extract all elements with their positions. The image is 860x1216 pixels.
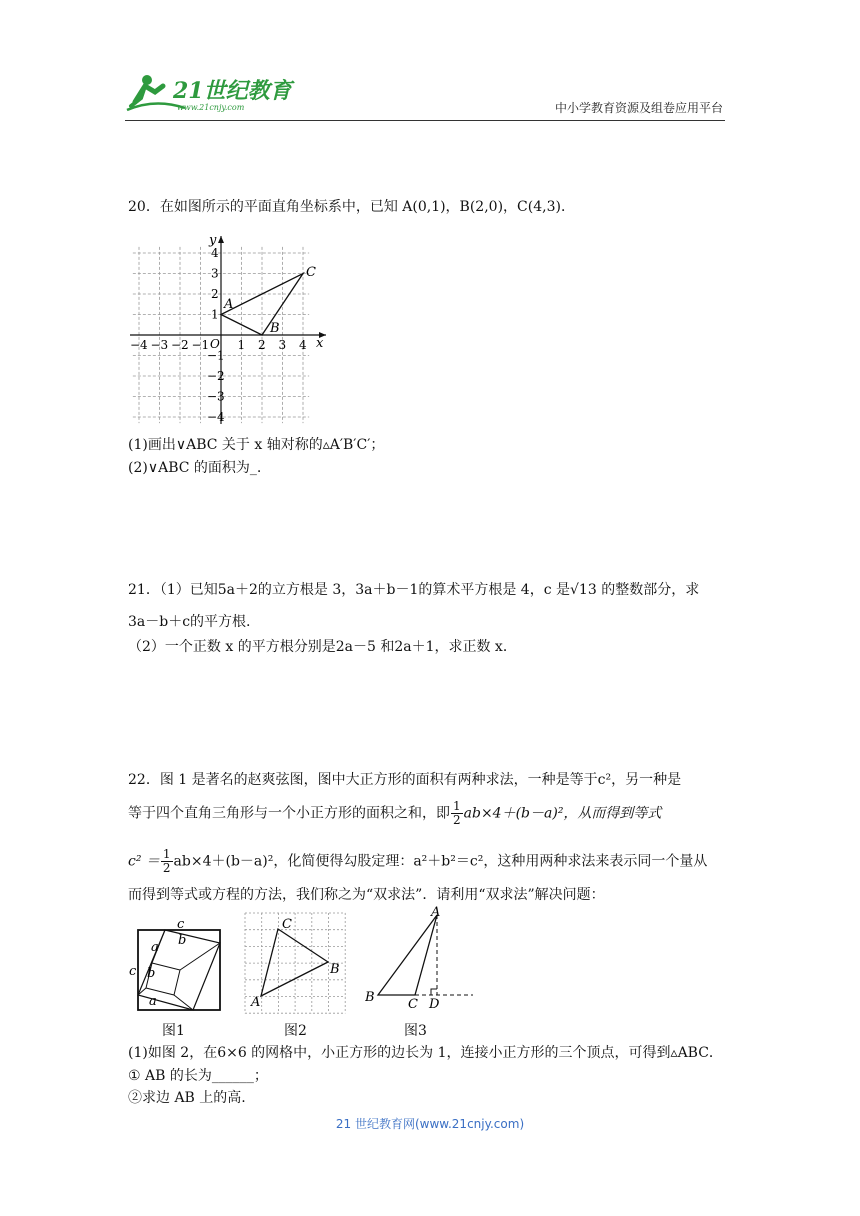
y-tick-label: 2 bbox=[211, 287, 219, 301]
y-tick-label: −2 bbox=[207, 369, 225, 383]
svg-text:B: B bbox=[365, 990, 375, 1005]
logo-url: www.21cnjy.com bbox=[177, 103, 245, 112]
x-tick-label: 4 bbox=[299, 338, 307, 352]
y-tick-label: 3 bbox=[211, 266, 219, 281]
q22-line3-text-a: c² ＝ bbox=[128, 853, 160, 870]
svg-text:a: a bbox=[151, 940, 159, 955]
q22-line4: 而得到等式或方程的方法，我们称之为“双求法”．请利用“双求法”解决问题： bbox=[128, 887, 605, 903]
q22-line1: 22．图 1 是著名的赵爽弦图，图中大正方形的面积有两种求法，一种是等于c²，另一种是 bbox=[128, 772, 682, 788]
origin-label: O bbox=[210, 337, 220, 351]
q22-part1: (1)如图 2，在6×6 的网格中，小正方形的边长为 1，连接小正方形的三个顶点，可得到▵ABC． bbox=[128, 1045, 723, 1061]
x-tick-label: −2 bbox=[171, 338, 189, 352]
page-footer: 21 世纪教育网(www.21cnjy.com) bbox=[335, 1117, 525, 1131]
page-header bbox=[125, 70, 725, 121]
figure-3-triangle-height bbox=[365, 905, 477, 1010]
x-tick-label: 1 bbox=[237, 338, 246, 352]
figure-2-caption: 图2 bbox=[284, 1023, 307, 1039]
figure-1-caption: 图1 bbox=[162, 1023, 185, 1039]
q22-sub1: ① AB 的长为______； bbox=[128, 1068, 268, 1084]
svg-text:A: A bbox=[251, 995, 261, 1010]
fraction-one-half: $\frac{1}{2}$ bbox=[453, 799, 461, 827]
fraction-one-half-2: $\frac{1}{2}$ bbox=[162, 847, 171, 875]
q22-line3-text-b: ab×4＋(b－a)²，化简便得勾股定理：a²＋b²＝c²，这种用两种求法来表示同一个量从 bbox=[173, 853, 708, 870]
q20-stem: 20．在如图所示的平面直角坐标系中，已知 A(0,1)，B(2,0)，C(4,3)． bbox=[128, 199, 575, 215]
figure-2-grid-triangle bbox=[244, 912, 346, 1014]
point-b-label: B bbox=[270, 321, 280, 336]
q20-part1: (1)画出∨ABC 关于 x 轴对称的▵A′B′C′； bbox=[128, 437, 385, 453]
platform-tagline: 中小学教育资源及组卷应用平台 bbox=[554, 101, 723, 115]
x-axis-label: x bbox=[316, 336, 324, 351]
q20-part2: (2)∨ABC 的面积为_. bbox=[128, 460, 262, 476]
figure-1-zhao-shuang bbox=[126, 915, 226, 1015]
q21-line2: 3a－b＋c的平方根. bbox=[128, 614, 251, 630]
x-tick-label: −3 bbox=[150, 338, 169, 352]
point-a-label: A bbox=[224, 297, 234, 312]
svg-text:D: D bbox=[429, 997, 440, 1010]
figure-3-caption: 图3 bbox=[404, 1023, 427, 1039]
svg-text:a: a bbox=[149, 994, 157, 1009]
q21-line3: （2）一个正数 x 的平方根分别是2a－5 和2a＋1，求正数 x． bbox=[128, 639, 517, 655]
svg-text:c: c bbox=[129, 964, 137, 979]
svg-text:b: b bbox=[147, 966, 156, 981]
q21-line1: 21．（1）已知5a＋2的立方根是 3，3a＋b－1的算术平方根是 4，c 是√13 的整数部分，求 bbox=[128, 582, 700, 598]
x-tick-label: −4 bbox=[130, 338, 148, 352]
point-c-label: C bbox=[306, 265, 316, 280]
y-tick-label: 4 bbox=[211, 246, 219, 260]
y-axis-label: y bbox=[209, 233, 217, 248]
logo-text: 21世纪教育 bbox=[173, 78, 292, 104]
svg-text:b: b bbox=[178, 933, 187, 948]
y-tick-label: 1 bbox=[211, 307, 219, 322]
y-tick-label: −4 bbox=[207, 410, 225, 424]
svg-text:C: C bbox=[408, 997, 418, 1010]
q22-line2-text-b: ab×4＋(b－a)²，从而得到等式 bbox=[463, 805, 662, 822]
y-tick-label: −3 bbox=[207, 389, 225, 404]
svg-text:c: c bbox=[177, 917, 185, 932]
x-tick-label: 2 bbox=[258, 338, 266, 352]
q22-line2-text-a: 等于四个直角三角形与一个小正方形的面积之和，即 bbox=[128, 805, 450, 822]
x-tick-label: −1 bbox=[191, 338, 210, 352]
q22-line3 bbox=[128, 848, 707, 875]
svg-text:A: A bbox=[431, 905, 441, 920]
q22-line2 bbox=[128, 800, 661, 827]
x-tick-label: 3 bbox=[278, 338, 287, 352]
svg-text:B: B bbox=[330, 962, 340, 977]
q22-sub2: ②求边 AB 上的高. bbox=[128, 1090, 246, 1106]
y-tick-label: −1 bbox=[207, 348, 225, 363]
q20-coordinate-grid bbox=[128, 232, 328, 427]
svg-text:C: C bbox=[282, 917, 292, 932]
site-logo bbox=[125, 72, 305, 114]
